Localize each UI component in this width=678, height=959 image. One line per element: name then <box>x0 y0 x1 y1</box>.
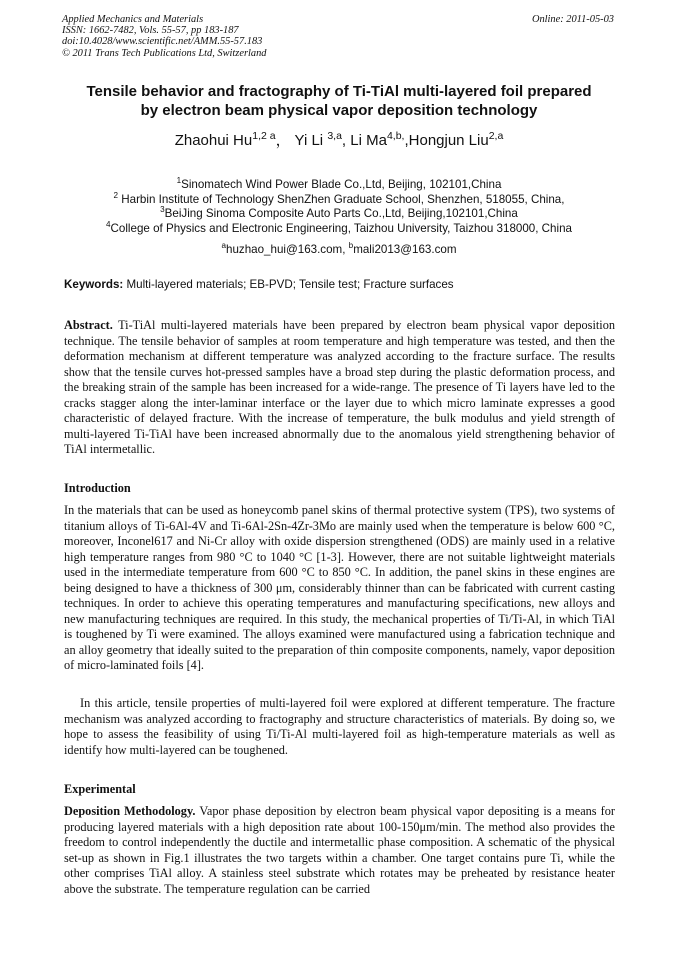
introduction-paragraph-1: In the materials that can be used as honeycomb panel skins of thermal protective system (TPS), two systems of titanium alloys of Ti-6Al-4V and Ti-6Al-2Sn-4Zr-3Mo are mainly used when the temperature is below 600 °C, moreover, Inconel617 and Ni-Cr alloy with oxide dispersion strengthened (ODS) are mainly used in a relative high temperature ranges from 980 °C to 1040 °C [1-3]. However, there are not suitable lightweight materials used in the intermediate temperature from 600 °C to 850 °C. In addition, the panel skins in these engines are being designed to have a thickness of 300 μm, considerably thinner than can be fabricated with current casting techniques. In order to achieve this operating temperatures and manufacturing specifications, new alloys and new manufacturing techniques are required. In this study, the mechanical properties of Ti/Ti-Al, in which TiAl is toughened by Ti were examined. The alloys examined were manufactured using a fabrication technique and an alloy geometry that ideally suited to the preparation of thin composite components, namely, vapor deposition of micro-laminated foils [4]. <box>64 503 615 673</box>
deposition-subheading: Deposition Methodology. <box>64 804 196 818</box>
title-line-1: Tensile behavior and fractography of Ti-TiAl multi-layered foil prepared <box>86 83 592 100</box>
journal-name: Applied Mechanics and Materials <box>62 14 204 25</box>
keywords-text: Multi-layered materials; EB-PVD; Tensile test; Fracture surfaces <box>123 278 454 291</box>
journal-issn: ISSN: 1662-7482, Vols. 55-57, pp 183-187 <box>62 25 239 37</box>
affiliation-number: 3 <box>160 205 165 215</box>
title-line-2: by electron beam physical vapor deposition technology <box>140 102 538 119</box>
affiliation-number: 1 <box>176 176 182 186</box>
journal-copyright: © 2011 Trans Tech Publications Ltd, Switzerland <box>62 47 267 59</box>
affiliation-text: College of Physics and Electronic Engineering, Taizhou University, Taizhou 318000, China <box>110 221 572 235</box>
abstract <box>64 318 615 458</box>
affiliation-list <box>40 178 638 236</box>
email-b[interactable]: mali2013@163.com <box>353 243 457 256</box>
introduction-paragraph-2: In this article, tensile properties of multi-layered foil were explored at different temperature. The fracture mechanism was analyzed according to fractography and structure characteristics of materials. By doing so, we hope to assess the feasibility of using Ti/Ti-Al multi-layered foil as high-temperature materials as well as identify how multi-layered can be toughened. <box>64 696 615 757</box>
online-date: Online: 2011-05-03 <box>531 14 614 25</box>
author-affil-sup: 3,a <box>327 130 342 142</box>
keywords-label: Keywords: <box>64 278 124 291</box>
affiliation <box>40 219 638 237</box>
journal-doi: doi:10.4028/www.scientific.net/AMM.55-57.183 <box>62 36 263 48</box>
author-separator: , <box>341 132 351 149</box>
author-affil-sup: 4,b, <box>386 130 405 142</box>
affiliation <box>40 207 638 222</box>
keywords <box>64 278 616 292</box>
email-separator: , <box>342 243 349 256</box>
affiliation-text: BeiJing Sinoma Composite Auto Parts Co.,Ltd, Beijing,102101,China <box>164 207 518 220</box>
email-sup-b: b <box>348 241 354 251</box>
affiliation-number: 2 <box>113 190 119 200</box>
email-a[interactable]: huzhao_hui@163.com <box>226 243 343 256</box>
author-emails <box>40 243 638 257</box>
author-affil-sup: 2,a <box>488 130 504 142</box>
deposition-text: Vapor phase deposition by electron beam physical vapor depositing is a means for producing layered materials with a high deposition rate about 100-150μm/min. The method also provides the freedom to control independently the ductile and intermetallic phase composition. A schematic of the physical set-up as shown in Fig.1 illustrates the two targets within a chamber. One target contains pure Ti, while the other comprises TiAl alloy. A stainless steel substrate which rotates may be preheated by resistance heater above the substrate. The temperature regulation can be carried <box>64 804 615 896</box>
author-list <box>40 132 638 150</box>
author-name: Yi Li <box>294 132 328 149</box>
author-separator: ， <box>275 132 295 149</box>
paper-title <box>40 82 638 120</box>
email-sup-a: a <box>221 241 227 251</box>
author-affil-sup: 1,2 a <box>252 130 276 142</box>
author-name: Zhaohui Hu <box>174 132 253 149</box>
affiliation-text: Sinomatech Wind Power Blade Co.,Ltd, Beijing, 102101,China <box>181 178 502 191</box>
affiliation <box>40 190 638 208</box>
experimental-paragraph-1 <box>64 804 615 897</box>
affiliation <box>40 178 638 193</box>
author-separator: , <box>404 132 409 149</box>
affiliation-number: 4 <box>106 219 111 229</box>
experimental-heading: Experimental <box>64 782 136 796</box>
author-name: Hongjun Liu <box>408 132 489 149</box>
introduction-heading: Introduction <box>64 481 131 495</box>
abstract-label: Abstract. <box>64 318 113 332</box>
abstract-text: Ti-TiAl multi-layered materials have been prepared by electron beam physical vapor deposition technique. The tensile behavior of samples at room temperature and high temperature was tested, and then the deformation mechanism at different temperature was analyzed according to the fracture surface. The results show that the tensile curves hot-pressed samples have a broad step during the plastic deformation process, and the breaking strain of the sample has been increased for a wide-range. The presence of Ti layers have led to the cracks stagger along the inter-laminar interface or the layer due to which micro laminate expresses a good characteristic of delayed fracture. With the increase of temperature, the bulk modulus and yield strength of multi-layered Ti-TiAl have been increased abnormally due to the anomalous yield strengthening behavior of TiAl intermetallic. <box>64 318 615 457</box>
affiliation-text: Harbin Institute of Technology ShenZhen Graduate School, Shenzhen, 518055, China, <box>118 192 565 206</box>
journal-header <box>62 14 614 59</box>
author-name: Li Ma <box>350 132 387 149</box>
